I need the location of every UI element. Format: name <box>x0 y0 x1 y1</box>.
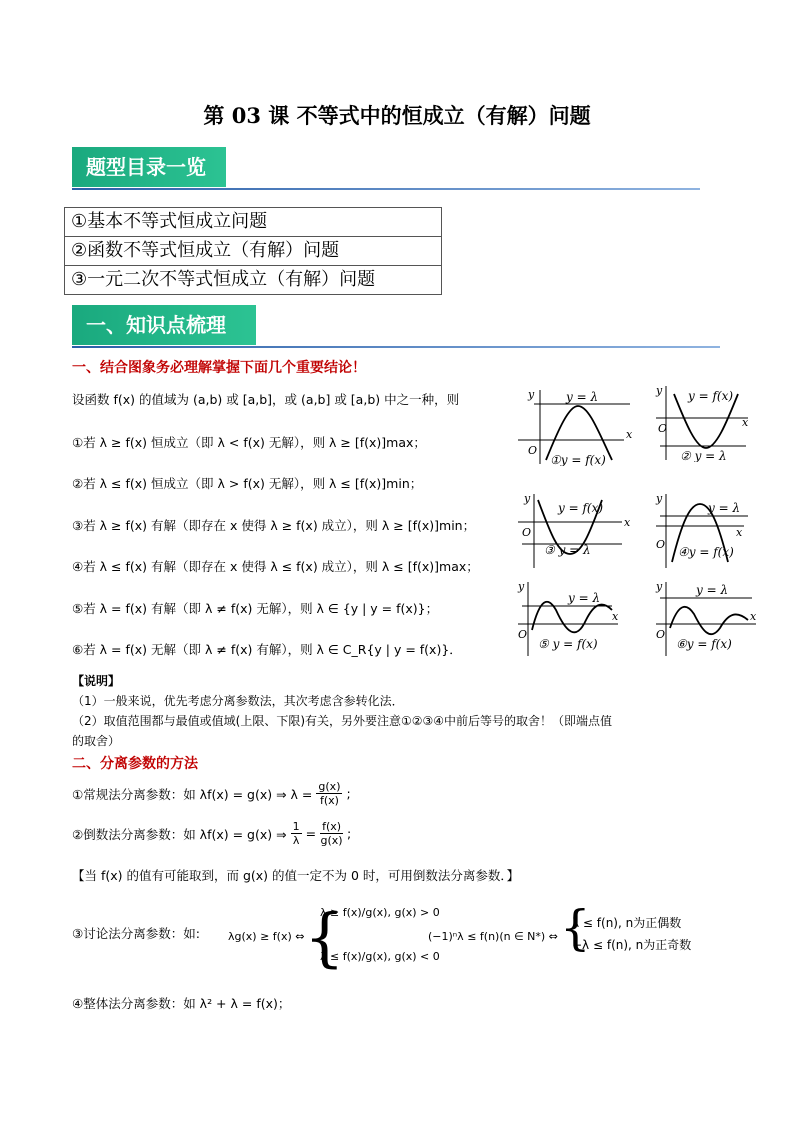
svg-text:x: x <box>750 610 757 623</box>
toc-banner: 题型目录一览 <box>72 147 226 187</box>
svg-text:x: x <box>626 428 633 441</box>
svg-text:y: y <box>524 492 531 505</box>
method-2a-numerator: 1 <box>292 820 300 833</box>
conclusion-5: ⑤若 λ = f(x) 有解（即 λ ≠ f(x) 无解），则 λ ∈ {y | y = f(x)}； <box>72 601 439 616</box>
divider <box>72 346 720 348</box>
graph-3 <box>514 492 640 570</box>
method-2b-numerator: f(x) <box>322 820 342 833</box>
note-2: （2）取值范围都与最值或值域(上限、下限)有关，另外要注意①②③④中前后等号的取舍！（即端点值 <box>72 714 613 728</box>
svg-text:O: O <box>656 628 666 641</box>
left-brace: { <box>304 901 345 975</box>
svg-text:O: O <box>518 628 528 641</box>
svg-text:x: x <box>624 516 631 529</box>
bracket-note: 【当 f(x) 的值有可能取到，而 g(x) 的值一定不为 0 时，可用倒数法分离参数．】 <box>72 868 520 883</box>
divider <box>72 188 700 190</box>
note-3: 的取舍） <box>72 734 121 748</box>
method-3-right-1: λ ≤ f(n), n为正偶数 <box>572 916 682 930</box>
section-heading: 一、结合图象务必理解掌握下面几个重要结论！ <box>72 360 366 376</box>
method-2: ②倒数法分离参数：如 λf(x) = g(x) ⇒ $\frac{1}{\lambda}$ = $\frac{f(x)}{g(x)}$ ; <box>72 820 352 847</box>
graph-2-bottom-label: ② y = λ <box>680 449 727 462</box>
conclusion-2: ②若 λ ≤ f(x) 恒成立（即 λ > f(x) 无解），则 λ ≤ [f(x)]min； <box>72 476 423 491</box>
toc-item-1[interactable]: ①基本不等式恒成立问题 <box>65 208 441 237</box>
intro-text: 设函数 f(x) 的值域为 (a,b) 或 [a,b]，或 (a,b] 或 [a,b) 中之一种，则 <box>72 392 460 407</box>
svg-text:y: y <box>656 580 663 593</box>
conclusion-6: ⑥若 λ = f(x) 无解（即 λ ≠ f(x) 有解），则 λ ∈ C_R{y | y = f(x)}． <box>72 642 462 657</box>
toc-item-2[interactable]: ②函数不等式恒成立（有解）问题 <box>65 237 441 266</box>
method-4: ④整体法分离参数：如 λ² + λ = f(x)； <box>72 996 291 1011</box>
section-banner: 一、知识点梳理 <box>72 305 256 345</box>
svg-text:x: x <box>742 416 749 429</box>
note-heading: 【说明】 <box>72 674 121 688</box>
svg-text:y: y <box>528 388 535 401</box>
graph-5-bottom-label: ⑤ y = f(x) <box>538 637 598 651</box>
method-1-fraction <box>316 780 342 807</box>
graph-4-bottom-label: ④y = f(x) <box>678 545 734 559</box>
graph-4 <box>652 492 778 570</box>
method-3-right-2: −λ ≤ f(n), n为正奇数 <box>572 938 692 952</box>
toc-box <box>64 207 442 295</box>
note-1: （1）一般来说，优先考虑分离参数法，其次考虑含参转化法． <box>72 694 404 708</box>
graph-3-bottom-label: ③ y = λ <box>544 543 591 557</box>
graph-3-top-label: y = f(x) <box>558 501 604 515</box>
graph-5-top-label: y = λ <box>568 591 601 605</box>
method-2-fraction-b <box>320 820 343 847</box>
svg-text:y: y <box>656 384 663 397</box>
method-3-lhs: λg(x) ≥ f(x) ⇔ <box>228 930 305 943</box>
method-1-numerator: g(x) <box>318 780 341 793</box>
toc-item-3[interactable]: ③一元二次不等式恒成立（有解）问题 <box>71 269 376 290</box>
svg-text:O: O <box>658 422 668 435</box>
method-2-fraction-a <box>291 820 302 847</box>
svg-text:O: O <box>522 526 532 539</box>
method-2-text: ②倒数法分离参数：如 λf(x) = g(x) ⇒ <box>72 826 287 842</box>
section-heading-2: 二、分离参数的方法 <box>72 756 198 772</box>
method-3-case-1: λ ≥ f(x)/g(x), g(x) > 0 <box>320 906 440 919</box>
svg-text:O: O <box>528 444 538 457</box>
graph-6-top-label: y = λ <box>696 583 729 597</box>
graph-4-top-label: y = λ <box>708 501 741 515</box>
method-3-mid: (−1)ⁿλ ≤ f(n)(n ∈ N*) ⇔ <box>428 930 558 943</box>
conclusion-1: ①若 λ ≥ f(x) 恒成立（即 λ < f(x) 无解），则 λ ≥ [f(x)]max； <box>72 435 426 450</box>
graph-5 <box>514 580 640 658</box>
conclusion-4: ④若 λ ≤ f(x) 有解（即存在 x 使得 λ ≤ f(x) 成立），则 λ ≤ [f(x)]max； <box>72 559 479 574</box>
method-3-label: ③讨论法分离参数：如: <box>72 926 200 941</box>
svg-text:y: y <box>518 580 525 593</box>
method-3-case-2: λ ≤ f(x)/g(x), g(x) < 0 <box>320 950 440 963</box>
graph-1-bottom-label: ①y = f(x) <box>550 453 606 466</box>
svg-text:O: O <box>656 538 666 551</box>
page-title: 第 03 课 不等式中的恒成立（有解）问题 <box>203 103 591 128</box>
method-2b-denominator: g(x) <box>320 834 343 847</box>
graph-6 <box>652 580 778 658</box>
svg-text:x: x <box>612 610 619 623</box>
method-2a-denominator: λ <box>292 834 300 847</box>
svg-text:y: y <box>656 492 663 505</box>
method-1-denominator: f(x) <box>319 794 339 807</box>
graph-6-bottom-label: ⑥y = f(x) <box>676 637 732 651</box>
method-1: ①常规法分离参数：如 λf(x) = g(x) ⇒ λ = $\frac{g(x)}{f(x)}$ ; <box>72 780 351 807</box>
svg-text:x: x <box>736 526 743 539</box>
method-1-text: ①常规法分离参数：如 λf(x) = g(x) ⇒ λ = <box>72 786 313 802</box>
graph-1-top-label: y = λ <box>566 390 599 404</box>
graph-1 <box>514 388 640 466</box>
graph-2-top-label: y = f(x) <box>688 389 734 403</box>
graph-2 <box>652 384 778 462</box>
conclusion-3: ③若 λ ≥ f(x) 有解（即存在 x 使得 λ ≥ f(x) 成立），则 λ ≥ [f(x)]min； <box>72 518 476 533</box>
right-brace: { <box>560 900 591 956</box>
